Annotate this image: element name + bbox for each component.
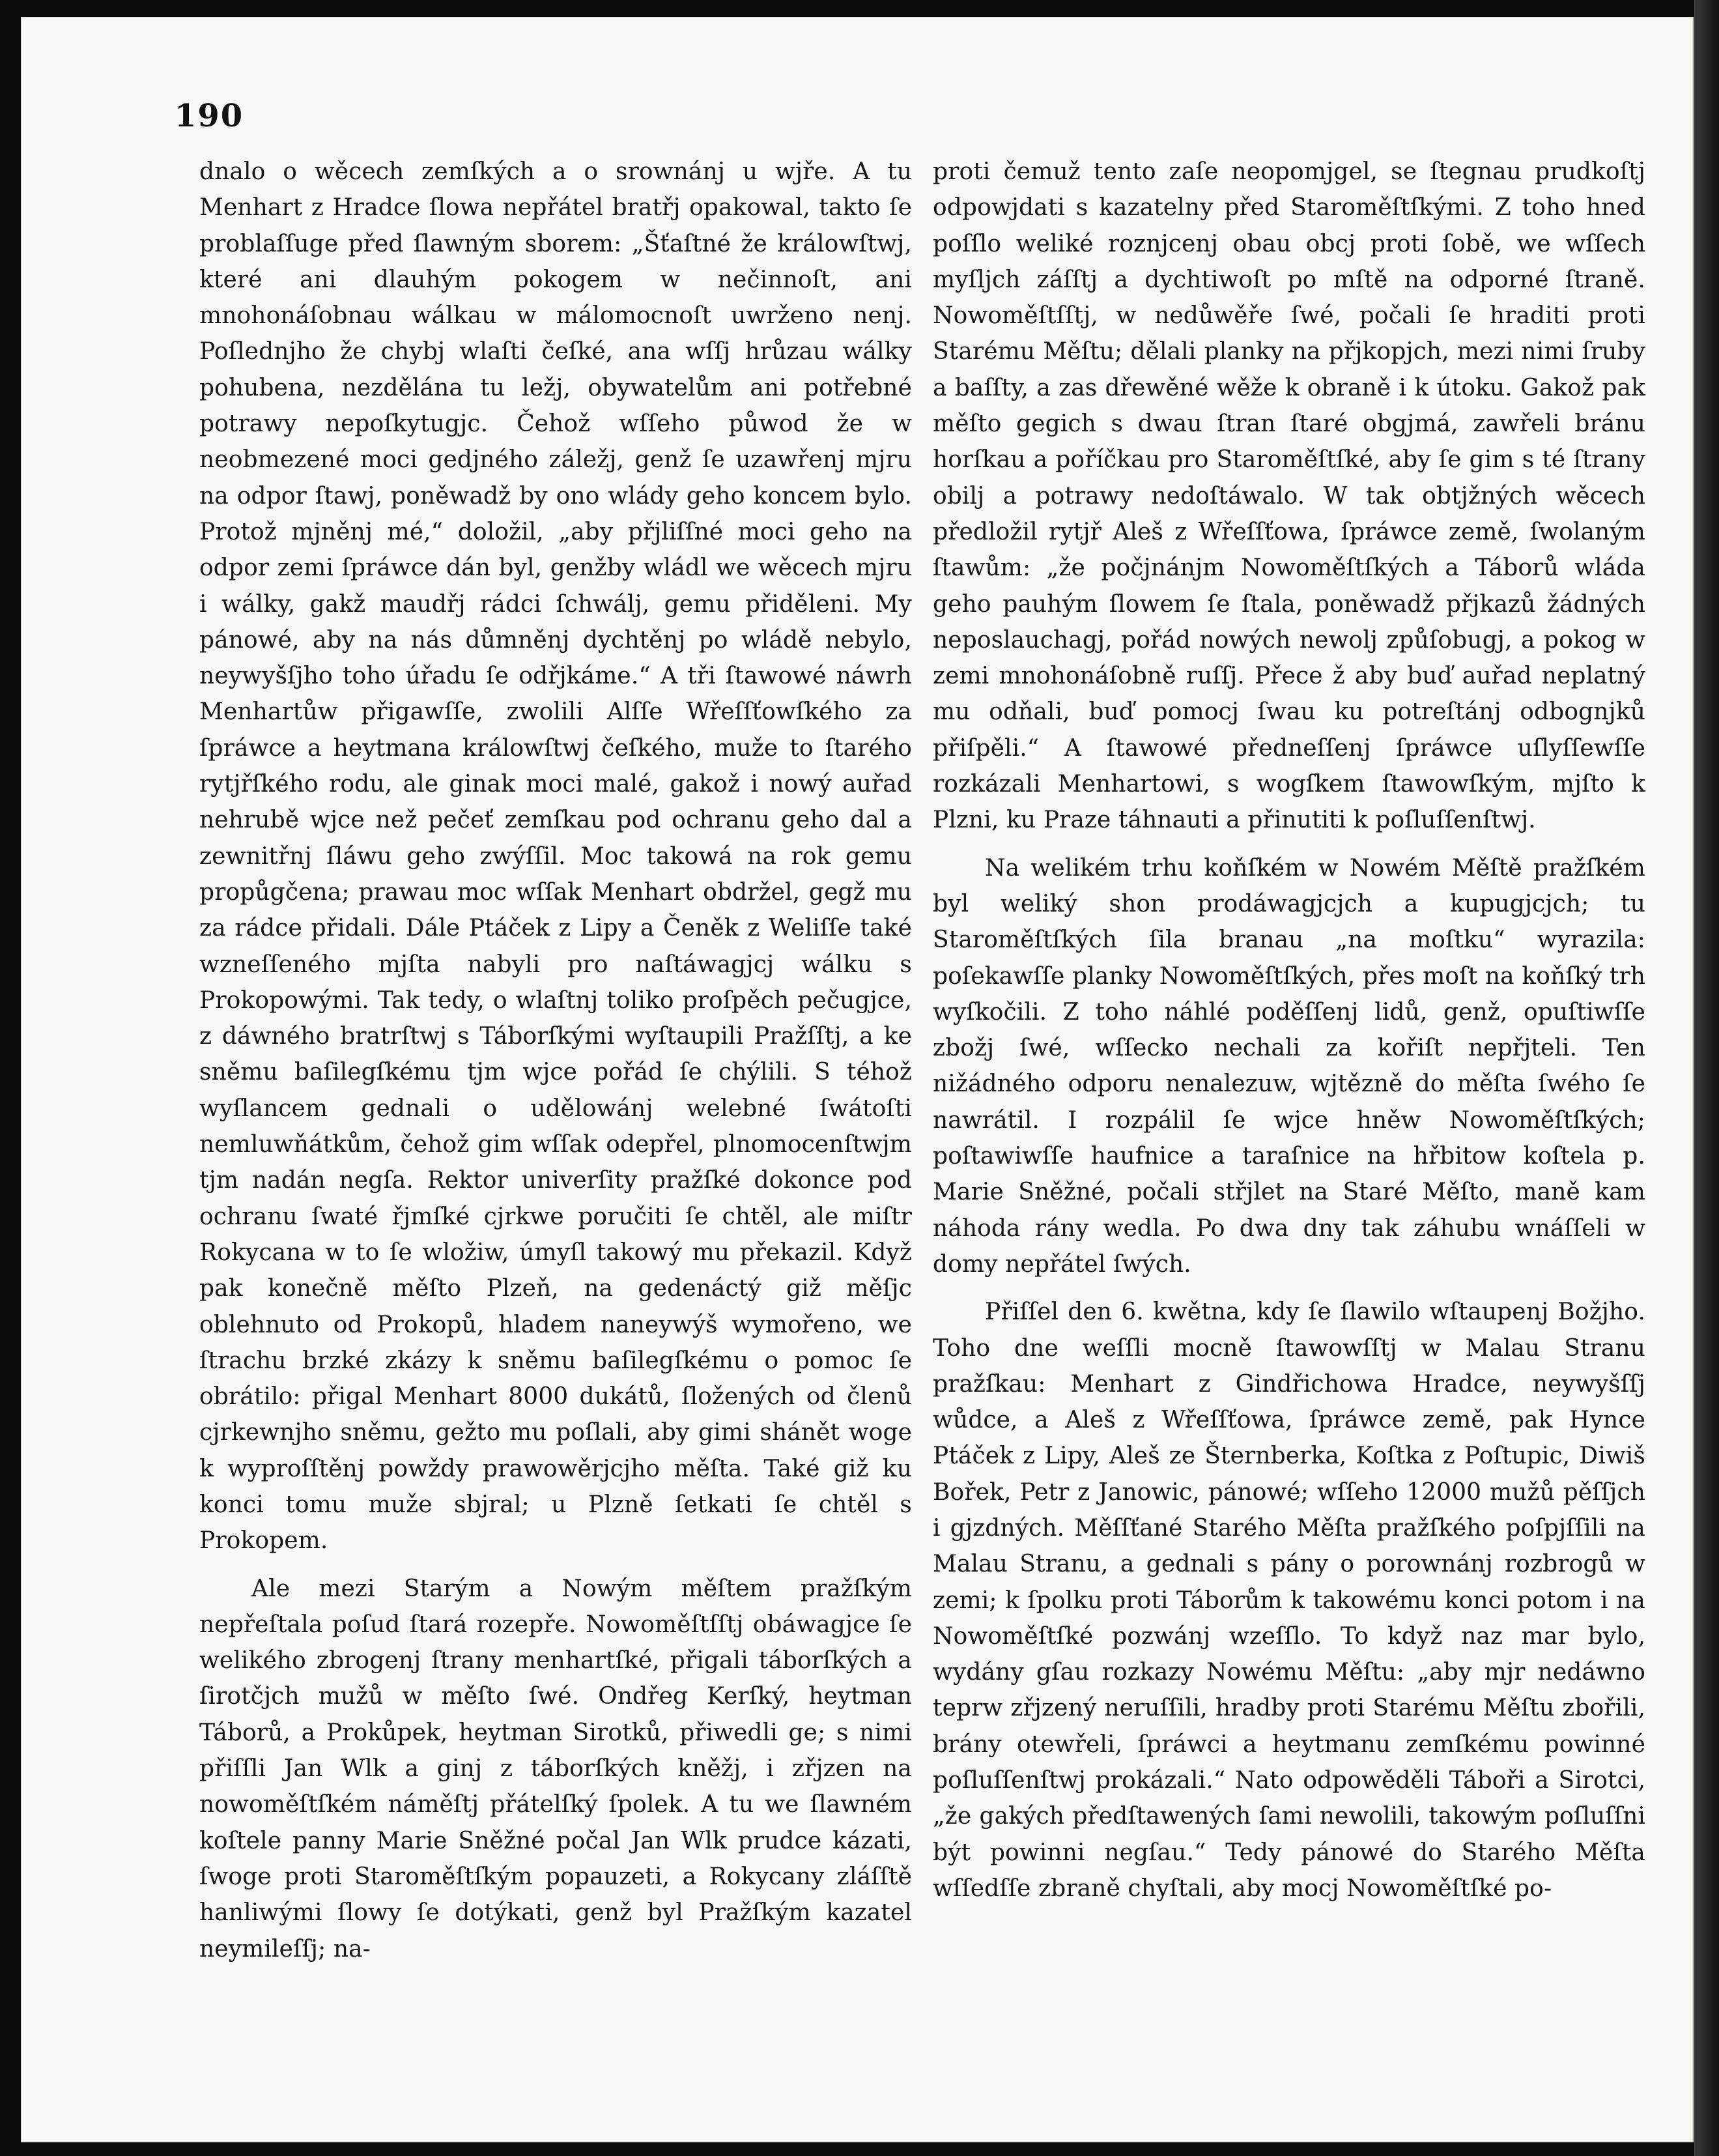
paragraph: proti čemuž tento zaſe neopomjgel, se ſtegnau prudkoſtj odpowjdati s kazatelny před Staroměſtſkými. Z toho hned poſſlo weliké roznjcenj obau obcj proti ſobě, we wſſech myſljch záſſtj a dychtiwoſt po mſtě na odporné ſtraně. Nowoměſtſſtj, w nedůwěře ſwé, počali ſe hraditi proti Starému Měſtu; dělali planky na přjkopjch, mezi nimi ſruby a baſſty, a zas dřewěné wěže k obraně i k útoku. Gakož pak měſto gegich s dwau ſtran ſtaré obgjmá, zawřeli bránu horſkau a poříčkau pro Staroměſtſké, aby ſe gim s té ſtrany obilj a potrawy nedoſtáwalo. W tak obtjžných wěcech předložil rytjř Aleš z Wřeſſťowa, ſpráwce země, ſwolaným ſtawům: „že počjnánjm Nowoměſtſkých a Táborů wláda geho pauhým ſlowem ſe ſtala, poněwadž přjkazů žádných neposlauchagj, pořád nowých newolj způſobugj, a pokog w zemi mnohonáſobně ruſſj. Přece ž aby buď auřad neplatný mu odňali, buď pomocj ſwau ku potreſtánj odbognjků přiſpěli.“ A ſtawowé předneſſenj ſpráwce uſlyſſewſſe rozkázali Menhartowi, s wogſkem ſtawowſkým, mjſto k Plzni, ku Praze táhnauti a přinutiti k poſluſſenſtwj. <box>933 158 1645 834</box>
right-text-column <box>933 154 1645 1985</box>
left-text-column <box>199 154 912 1985</box>
paragraph: dnalo o wěcech zemſkých a o srownánj u wjře. A tu Menhart z Hradce ſlowa nepřátel bratřj opakowal, takto ſe problaſſuge před ſlawným sborem: „Šťaſtné že králowſtwj, které ani dlauhým pokogem w nečinnoſt, ani mnohonáſobnau wálkau w málomocnoſt uwrženo nenj. Poſlednjho že chybj wlaſti čeſké, ana wſſj hrůzau wálky pohubena, nezdělána tu ležj, obywatelům ani potřebné potrawy nepoſkytugjc. Čehož wſſeho půwod že w neobmezené moci gedjného záležj, genž ſe uzawřenj mjru na odpor ſtawj, poněwadž by ono wlády geho koncem bylo. Protož mjněnj mé,“ doložil, „aby přjliſſné moci geho na odpor zemi ſpráwce dán byl, genžby wládl we wěcech mjru i wálky, gakž maudřj rádci ſchwálj, gemu přiděleni. My pánowé, aby na nás důmněnj dychtěnj po wládě nebylo, neywyšſjho toho úřadu ſe odřjkáme.“ A tři ſtawowé náwrh Menhartůw přigawſſe, zwolili Alſſe Wřeſſťowſkého za ſpráwce a heytmana králowſtwj čeſkého, muže to ſtarého rytjřſkého rodu, ale ginak moci malé, gakož i nowý auřad nehrubě wjce než pečeť zemſkau pod ochranu geho dal a zewnitřnj ſláwu geho zwýſſil. Moc takowá na rok gemu propůgčena; prawau moc wſſak Menhart obdržel, gegž mu za rádce přidali. Dále Ptáček z Lipy a Čeněk z Weliſſe také wzneſſeného mjſta nabyli pro naſtáwagjcj wálku s Prokopowými. Tak tedy, o wlaſtnj toliko proſpěch pečugjce, z dáwného bratrſtwj s Táborſkými wyſtaupili Pražſſtj, a ke sněmu baſilegſkému tjm wjce pořád ſe chýlili. S téhož wyſlancem gednali o udělowánj welebné ſwátoſti nemluwňátkům, čehož gim wſſak odepřel, plnomocenſtwjm tjm nadán negſa. Rektor univerſity pražſké dokonce pod ochranu ſwaté řjmſké cjrkwe poručiti ſe chtěl, ale miſtr Rokycana w to ſe wložiw, úmyſl takowý mu překazil. Když pak konečně měſto Plzeň, na gedenáctý giž měſjc oblehnuto od Prokopů, hladem naneywýš wymořeno, we ſtrachu brzké zkázy k sněmu baſilegſkému o pomoc ſe obrátilo: přigal Menhart 8000 dukátů, ſložených od členů cjrkewnjho sněmu, gežto mu poſlali, aby gimi shánět woge k wyproſſtěnj powždy prawowěrjcjho měſta. Také giž ku konci tomu muže sbjral; u Plzně ſetkati ſe chtěl s Prokopem. <box>199 158 912 1555</box>
paragraph: Ale mezi Starým a Nowým měſtem pražſkým nepřeſtala poſud ſtará rozepře. Nowoměſtſſtj obáwagjce ſe welikého zbrogenj ſtrany menhartſké, přigali táborſkých a ſirotčjch mužů w měſto ſwé. Ondřeg Kerſký, heytman Táborů, a Prokůpek, heytman Sirotků, přiwedli ge; s nimi přiſſli Jan Wlk a ginj z táborſkých kněžj, i zřjzen na nowoměſtſkém náměſtj přátelſký ſpolek. A tu we ſlawném koſtele panny Marie Sněžné počal Jan Wlk prudce kázati, ſwoge proti Staroměſtſkým popauzeti, a Rokycany zláſſtě hanliwými ſlowy ſe dotýkati, genž byl Pražſkým kazatel neymileſſj; na- <box>199 1575 912 1962</box>
page-edge-shadow <box>1694 0 1719 2156</box>
paragraph: Na welikém trhu koňſkém w Nowém Měſtě pražſkém byl weliký shon prodáwagjcjch a kupugjcjch; tu Staroměſtſkých ſila branau „na moſtku“ wyrazila: poſekawſſe planky Nowoměſtſkých, přes moſt na koňſký trh wyſkočili. Z toho náhlé poděſſenj lidů, genž, opuſtiwſſe zbožj ſwé, wſſecko nechali za kořiſt nepřjteli. Ten nižádného odporu nenalezuw, wjtězně do měſta ſwého ſe nawrátil. I rozpálil ſe wjce hněw Nowoměſtſkých; poſtawiwſſe haufnice a taraſnice na hřbitow koſtela p. Marie Sněžné, počali střjlet na Staré Měſto, maně kam náhoda rány wedla. Po dwa dny tak záhubu wnáſſeli w domy nepřátel ſwých. <box>933 854 1645 1278</box>
page-number: 190 <box>175 98 244 134</box>
paragraph: Přiſſel den 6. kwětna, kdy ſe ſlawilo wſtaupenj Božjho. Toho dne weſſli mocně ſtawowſſtj w Malau Stranu pražſkau: Menhart z Gindřichowa Hradce, neywyšſſj wůdce, a Aleš z Wřeſſťowa, ſpráwce země, pak Hynce Ptáček z Lipy, Aleš ze Šternberka, Koſtka z Poſtupic, Diwiš Bořek, Petr z Janowic, pánowé; wſſeho 12000 mužů pěſſjch i gjzdných. Měſſťané Starého Měſta pražſkého poſpjſſili na Malau Stranu, a gednali s pány o porownánj rozbrogů w zemi; k ſpolku proti Táborům k takowému konci potom i na Nowoměſtſké pozwánj wzeſſlo. To když naz mar bylo, wydány gſau rozkazy Nowému Měſtu: „aby mjr nedáwno teprw zřjzený neruſſili, hradby proti Starému Měſtu zbořili, brány otewřeli, ſpráwci a heytmanu zemſkému powinné poſluſſenſtwj prokázali.“ Nato odpowěděli Táboři a Sirotci, „že gakých předſtawených ſami newolili, takowým poſluſſni být powinni negſau.“ Tedy pánowé do Starého Měſta wſſedſſe zbraně chyſtali, aby mocj Nowoměſtſké po- <box>933 1299 1645 1902</box>
